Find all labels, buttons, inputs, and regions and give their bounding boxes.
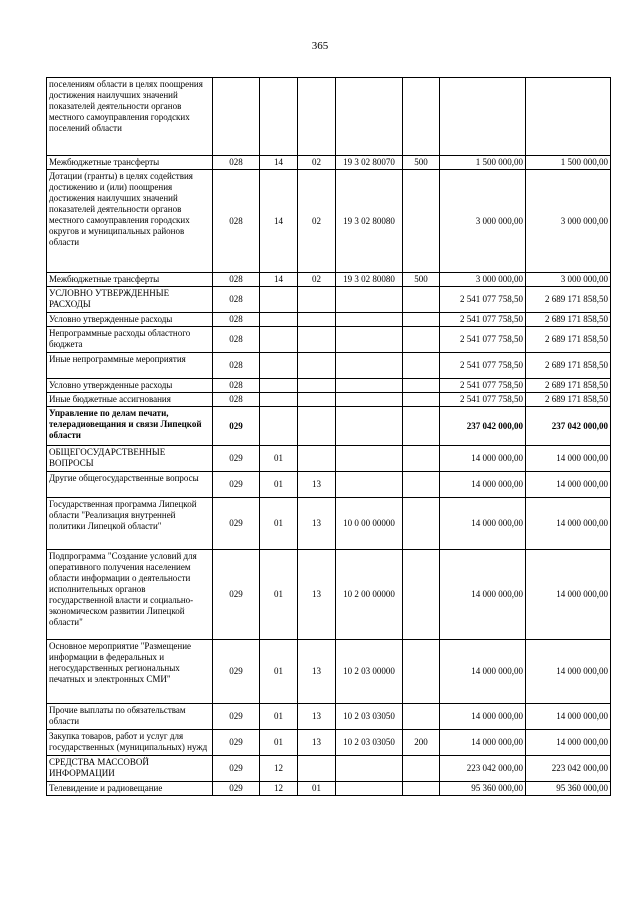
- row-target-article: 19 3 02 80070: [336, 156, 403, 170]
- row-name: Основное мероприятие "Размещение информации в федеральных и негосударственных региональных печатных и электронных СМИ": [47, 640, 213, 704]
- row-amount-year2: 1 500 000,00: [526, 156, 611, 170]
- row-name: Государственная программа Липецкой области "Реализация внутренней политики Липецкой области": [47, 498, 213, 550]
- row-amount-year2: 2 689 171 858,50: [526, 327, 611, 353]
- row-section-code: 12: [260, 756, 298, 782]
- row-ved-code: 028: [213, 156, 260, 170]
- row-target-article: 19 3 02 80080: [336, 273, 403, 287]
- row-expense-type: [403, 550, 440, 640]
- row-amount-year2: 2 689 171 858,50: [526, 287, 611, 313]
- row-name: Межбюджетные трансферты: [47, 156, 213, 170]
- row-subsection-code: 13: [298, 550, 336, 640]
- row-target-article: [336, 446, 403, 472]
- row-amount-year1: 3 000 000,00: [440, 170, 526, 273]
- row-amount-year2: 3 000 000,00: [526, 170, 611, 273]
- table-row: [47, 273, 611, 287]
- row-amount-year1: 237 042 000,00: [440, 407, 526, 446]
- row-amount-year1: 2 541 077 758,50: [440, 287, 526, 313]
- row-expense-type: [403, 407, 440, 446]
- row-amount-year2: [526, 78, 611, 156]
- row-subsection-code: [298, 379, 336, 393]
- row-amount-year1: 14 000 000,00: [440, 730, 526, 756]
- row-target-article: [336, 78, 403, 156]
- row-section-code: 01: [260, 704, 298, 730]
- row-ved-code: 028: [213, 393, 260, 407]
- table-row: [47, 407, 611, 446]
- row-amount-year2: 14 000 000,00: [526, 640, 611, 704]
- row-subsection-code: 02: [298, 170, 336, 273]
- row-amount-year2: 95 360 000,00: [526, 782, 611, 796]
- row-section-code: 01: [260, 550, 298, 640]
- row-ved-code: 028: [213, 313, 260, 327]
- table-row: [47, 472, 611, 498]
- row-target-article: 10 2 03 03050: [336, 704, 403, 730]
- row-name: УСЛОВНО УТВЕРЖДЕННЫЕ РАСХОДЫ: [47, 287, 213, 313]
- row-name: Другие общегосударственные вопросы: [47, 472, 213, 498]
- row-amount-year2: 14 000 000,00: [526, 730, 611, 756]
- row-name: Подпрограмма "Создание условий для оперативного получения населением области информации о деятельности исполнительных органов государственной власти и социально-экономическом развитии Липецкой области": [47, 550, 213, 640]
- row-amount-year1: 3 000 000,00: [440, 273, 526, 287]
- row-section-code: 01: [260, 640, 298, 704]
- row-amount-year2: 223 042 000,00: [526, 756, 611, 782]
- row-expense-type: [403, 287, 440, 313]
- row-ved-code: 029: [213, 756, 260, 782]
- row-amount-year2: 14 000 000,00: [526, 446, 611, 472]
- row-ved-code: 028: [213, 353, 260, 379]
- budget-table-body: [47, 78, 611, 796]
- table-row: [47, 170, 611, 273]
- row-amount-year2: 14 000 000,00: [526, 550, 611, 640]
- row-section-code: [260, 393, 298, 407]
- row-section-code: 14: [260, 273, 298, 287]
- row-expense-type: [403, 170, 440, 273]
- row-section-code: [260, 407, 298, 446]
- row-amount-year1: 95 360 000,00: [440, 782, 526, 796]
- row-expense-type: [403, 640, 440, 704]
- row-amount-year1: 2 541 077 758,50: [440, 313, 526, 327]
- row-subsection-code: [298, 446, 336, 472]
- row-ved-code: 029: [213, 498, 260, 550]
- row-name: Непрограммные расходы областного бюджета: [47, 327, 213, 353]
- row-amount-year2: 14 000 000,00: [526, 704, 611, 730]
- table-row: [47, 756, 611, 782]
- row-subsection-code: 02: [298, 156, 336, 170]
- row-amount-year2: 2 689 171 858,50: [526, 353, 611, 379]
- row-amount-year1: 14 000 000,00: [440, 704, 526, 730]
- row-target-article: [336, 472, 403, 498]
- row-ved-code: 029: [213, 640, 260, 704]
- row-amount-year1: 2 541 077 758,50: [440, 379, 526, 393]
- row-expense-type: [403, 446, 440, 472]
- row-amount-year1: 2 541 077 758,50: [440, 327, 526, 353]
- table-row: [47, 379, 611, 393]
- row-ved-code: 029: [213, 730, 260, 756]
- table-row: [47, 730, 611, 756]
- row-ved-code: 028: [213, 379, 260, 393]
- table-row: [47, 640, 611, 704]
- row-target-article: 10 2 03 00000: [336, 640, 403, 704]
- budget-table: [46, 77, 611, 796]
- row-expense-type: [403, 704, 440, 730]
- row-name: Дотации (гранты) в целях содействия достижению и (или) поощрения достижения наилучших значений показателей деятельности органов местного самоуправления городских округов и муниципальных районов области: [47, 170, 213, 273]
- row-section-code: [260, 379, 298, 393]
- row-section-code: 14: [260, 170, 298, 273]
- row-expense-type: [403, 498, 440, 550]
- row-section-code: 01: [260, 472, 298, 498]
- row-target-article: [336, 782, 403, 796]
- row-amount-year2: 237 042 000,00: [526, 407, 611, 446]
- row-section-code: [260, 353, 298, 379]
- row-target-article: 10 2 00 00000: [336, 550, 403, 640]
- row-subsection-code: [298, 353, 336, 379]
- row-expense-type: [403, 472, 440, 498]
- row-expense-type: 500: [403, 273, 440, 287]
- row-subsection-code: [298, 78, 336, 156]
- row-ved-code: 029: [213, 446, 260, 472]
- row-ved-code: 029: [213, 704, 260, 730]
- row-section-code: 01: [260, 730, 298, 756]
- row-name: Прочие выплаты по обязательствам области: [47, 704, 213, 730]
- row-name: Управление по делам печати, телерадиовещания и связи Липецкой области: [47, 407, 213, 446]
- table-row: [47, 353, 611, 379]
- row-target-article: [336, 327, 403, 353]
- row-subsection-code: [298, 327, 336, 353]
- row-name: СРЕДСТВА МАССОВОЙ ИНФОРМАЦИИ: [47, 756, 213, 782]
- table-row: [47, 287, 611, 313]
- row-amount-year1: 2 541 077 758,50: [440, 393, 526, 407]
- row-amount-year2: 14 000 000,00: [526, 498, 611, 550]
- row-expense-type: [403, 756, 440, 782]
- row-subsection-code: 13: [298, 704, 336, 730]
- row-target-article: [336, 379, 403, 393]
- row-amount-year1: 14 000 000,00: [440, 472, 526, 498]
- table-row: [47, 78, 611, 156]
- row-section-code: [260, 78, 298, 156]
- row-name: поселениям области в целях поощрения достижения наилучших значений показателей деятельности органов местного самоуправления городских поселений области: [47, 78, 213, 156]
- table-row: [47, 156, 611, 170]
- row-target-article: 19 3 02 80080: [336, 170, 403, 273]
- row-subsection-code: 13: [298, 640, 336, 704]
- row-amount-year2: 2 689 171 858,50: [526, 393, 611, 407]
- row-section-code: [260, 313, 298, 327]
- row-amount-year1: 14 000 000,00: [440, 446, 526, 472]
- row-ved-code: [213, 78, 260, 156]
- row-name: Иные непрограммные мероприятия: [47, 353, 213, 379]
- row-amount-year2: 2 689 171 858,50: [526, 379, 611, 393]
- row-subsection-code: [298, 287, 336, 313]
- row-amount-year1: 14 000 000,00: [440, 550, 526, 640]
- row-target-article: [336, 756, 403, 782]
- row-name: Закупка товаров, работ и услуг для государственных (муниципальных) нужд: [47, 730, 213, 756]
- row-section-code: 12: [260, 782, 298, 796]
- row-name: Условно утвержденные расходы: [47, 379, 213, 393]
- row-subsection-code: 01: [298, 782, 336, 796]
- row-amount-year2: 14 000 000,00: [526, 472, 611, 498]
- row-expense-type: 500: [403, 156, 440, 170]
- table-row: [47, 498, 611, 550]
- row-amount-year1: [440, 78, 526, 156]
- row-subsection-code: 13: [298, 730, 336, 756]
- row-expense-type: [403, 327, 440, 353]
- row-subsection-code: [298, 393, 336, 407]
- row-ved-code: 028: [213, 287, 260, 313]
- row-section-code: 01: [260, 498, 298, 550]
- row-ved-code: 029: [213, 472, 260, 498]
- row-expense-type: [403, 78, 440, 156]
- row-section-code: [260, 327, 298, 353]
- row-name: Иные бюджетные ассигнования: [47, 393, 213, 407]
- row-amount-year1: 2 541 077 758,50: [440, 353, 526, 379]
- row-subsection-code: 13: [298, 498, 336, 550]
- row-ved-code: 029: [213, 782, 260, 796]
- table-row: [47, 446, 611, 472]
- row-section-code: 01: [260, 446, 298, 472]
- row-target-article: [336, 313, 403, 327]
- row-amount-year1: 1 500 000,00: [440, 156, 526, 170]
- row-name: Межбюджетные трансферты: [47, 273, 213, 287]
- row-target-article: [336, 407, 403, 446]
- row-amount-year1: 14 000 000,00: [440, 640, 526, 704]
- row-amount-year2: 2 689 171 858,50: [526, 313, 611, 327]
- row-section-code: [260, 287, 298, 313]
- row-expense-type: [403, 379, 440, 393]
- row-section-code: 14: [260, 156, 298, 170]
- table-row: [47, 313, 611, 327]
- row-subsection-code: [298, 313, 336, 327]
- row-expense-type: [403, 313, 440, 327]
- row-target-article: [336, 393, 403, 407]
- row-subsection-code: [298, 407, 336, 446]
- row-amount-year1: 223 042 000,00: [440, 756, 526, 782]
- row-expense-type: [403, 353, 440, 379]
- row-ved-code: 029: [213, 550, 260, 640]
- table-row: [47, 704, 611, 730]
- row-ved-code: 028: [213, 327, 260, 353]
- row-ved-code: 028: [213, 273, 260, 287]
- row-expense-type: 200: [403, 730, 440, 756]
- row-subsection-code: 13: [298, 472, 336, 498]
- row-target-article: 10 0 00 00000: [336, 498, 403, 550]
- row-subsection-code: 02: [298, 273, 336, 287]
- row-name: ОБЩЕГОСУДАРСТВЕННЫЕ ВОПРОСЫ: [47, 446, 213, 472]
- row-expense-type: [403, 782, 440, 796]
- table-row: [47, 550, 611, 640]
- row-subsection-code: [298, 756, 336, 782]
- row-target-article: 10 2 03 03050: [336, 730, 403, 756]
- row-name: Телевидение и радиовещание: [47, 782, 213, 796]
- table-row: [47, 393, 611, 407]
- row-target-article: [336, 353, 403, 379]
- row-expense-type: [403, 393, 440, 407]
- row-amount-year2: 3 000 000,00: [526, 273, 611, 287]
- row-amount-year1: 14 000 000,00: [440, 498, 526, 550]
- row-name: Условно утвержденные расходы: [47, 313, 213, 327]
- table-row: [47, 327, 611, 353]
- page-number: 365: [311, 40, 329, 52]
- table-row: [47, 782, 611, 796]
- row-target-article: [336, 287, 403, 313]
- row-ved-code: 029: [213, 407, 260, 446]
- row-ved-code: 028: [213, 170, 260, 273]
